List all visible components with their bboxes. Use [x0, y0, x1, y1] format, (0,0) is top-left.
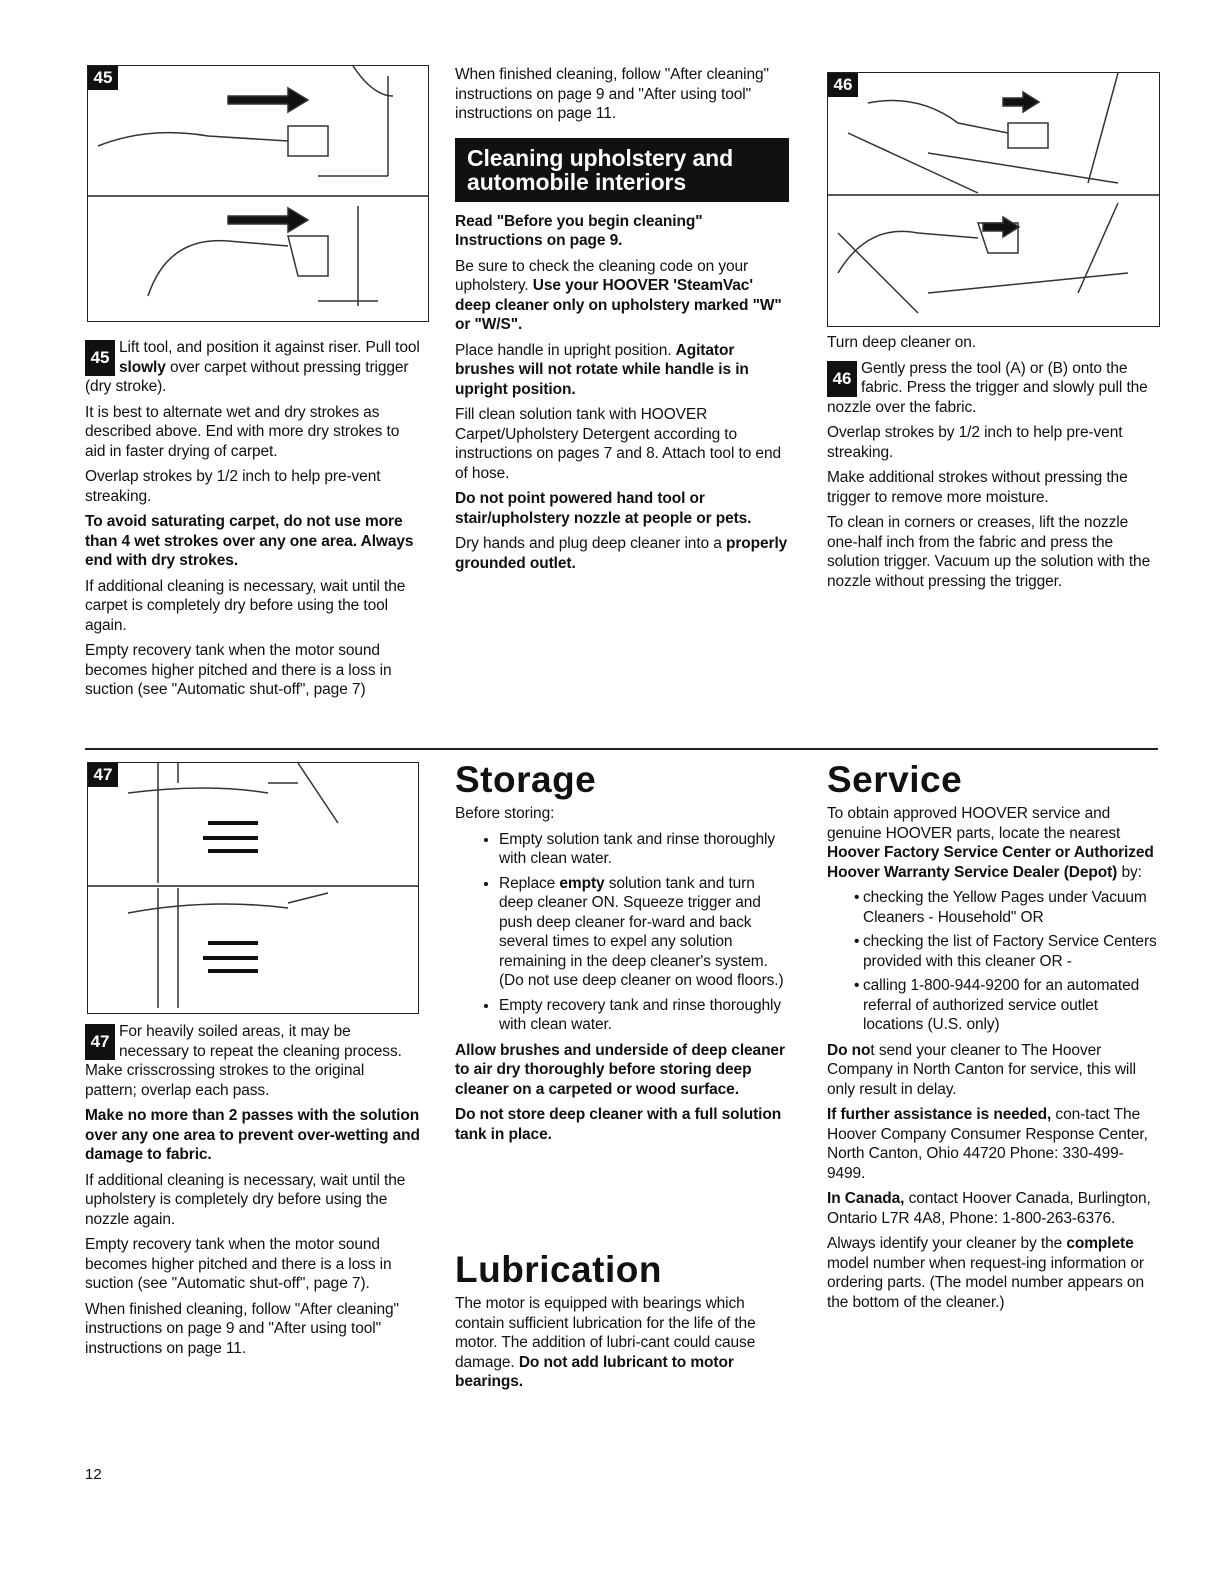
section-divider: [85, 748, 1158, 750]
text-run: contact Hoover Canada, Burlington, Ontario L7R 4A8, Phone: 1-800-263-6376.: [827, 1190, 1151, 1227]
bullet-item: [863, 888, 1162, 927]
step-47-badge: 47: [85, 1024, 115, 1060]
bullet-item: [863, 932, 1162, 971]
bold-text: Read "Before you begin cleaning" Instructions on page 9.: [455, 212, 703, 249]
text-run: checking the list of Factory Service Centers provided with this cleaner OR -: [863, 933, 1157, 970]
paragraph: [85, 1106, 420, 1165]
text-run: Fill clean solution tank with HOOVER Carpet/Upholstery Detergent according to instructions on pages 7 and 8. Attach tool to end of hose.: [455, 406, 781, 482]
text-run: t send your cleaner to The Hoover Company in North Canton for service, this will only result in delay.: [827, 1041, 1136, 1098]
paragraph: [455, 341, 790, 400]
text-run: over carpet without pressing trigger (dry stroke).: [85, 358, 409, 395]
storage-heading: Storage: [455, 759, 597, 800]
storage-intro: Before storing:: [455, 805, 555, 822]
paragraph: [827, 468, 1162, 507]
text-run: checking the Yellow Pages under Vacuum Cleaners - Household" OR: [863, 889, 1147, 926]
text-run: Empty recovery tank and rinse thoroughly with clean water.: [499, 996, 782, 1033]
bullet-item: [863, 976, 1162, 1035]
service-section: [827, 760, 1162, 1318]
bold-text: properly grounded outlet.: [455, 535, 788, 572]
figure-number-badge: 47: [88, 763, 118, 787]
bold-text: Hoover Factory Service Center or Authorized Hoover Warranty Service Dealer (Depot): [827, 844, 1154, 881]
text-run: Empty recovery tank when the motor sound becomes higher pitched and there is a loss in suction (see "Automatic shut-off", page 7).: [85, 1236, 392, 1292]
text-run: Be sure to check the cleaning code on your upholstery.: [455, 257, 749, 294]
paragraph: [455, 212, 790, 251]
step-46-badge: 46: [827, 361, 857, 397]
text-run: solution tank and turn deep cleaner ON. Squeeze trigger and push deep cleaner for-ward and back several times to expel any solution remaining in the deep cleaner's system. (Do not use deep cleaner on wood floors.): [499, 874, 784, 989]
text-run: To clean in corners or creases, lift the nozzle one-half inch from the fabric and press the solution trigger. Vacuum up the solution with the nozzle without pressing the trigger.: [827, 514, 1151, 590]
text-run: Dry hands and plug deep cleaner into a: [455, 535, 726, 552]
figure-46-illustration: [827, 72, 1160, 327]
paragraph: [85, 467, 420, 506]
paragraph: [455, 1294, 790, 1392]
text-run: When finished cleaning, follow "After cleaning" instructions on page 9 and "After using tool" instructions on page 11.: [85, 1300, 399, 1357]
bold-text: Do not store deep cleaner with a full solution tank in place.: [455, 1106, 782, 1143]
text-run: Place handle in upright position.: [455, 341, 676, 359]
text-run: It is best to alternate wet and dry strokes as described above. End with more dry strokes to aid in faster drying of carpet.: [85, 403, 400, 460]
paragraph: [827, 333, 1162, 353]
text-run: Empty solution tank and rinse thoroughly with clean water.: [499, 830, 776, 867]
text-run: The motor is equipped with bearings which contain sufficient lubrication for the life of the motor. The addition of lubri-cant could cause damage.: [455, 1295, 756, 1371]
page-number: 12: [85, 1466, 102, 1483]
upholstery-section: [455, 65, 790, 579]
paragraph: [827, 513, 1162, 591]
text-run: Turn deep cleaner on.: [827, 334, 976, 351]
figure-number-badge: 45: [88, 66, 118, 90]
text-run: Gently press the tool (A) or (B) onto the fabric. Press the trigger and slowly pull the nozzle over the fabric.: [827, 359, 1148, 416]
service-heading: Service: [827, 759, 963, 800]
text-run: Make additional strokes without pressing the trigger to remove more moisture.: [827, 469, 1128, 506]
step-45-badge: 45: [85, 340, 115, 376]
bullet-item: [499, 996, 790, 1035]
bold-text: In Canada,: [827, 1190, 905, 1207]
upholstery-repeat-instructions: [85, 1022, 420, 1364]
paragraph: [455, 1041, 790, 1100]
paragraph: [455, 257, 790, 335]
text-run: If additional cleaning is necessary, wait until the upholstery is completely dry before using the nozzle again.: [85, 1171, 406, 1228]
carpet-tool-instructions: [85, 338, 420, 706]
paragraph: [85, 1022, 420, 1100]
text-run: Overlap strokes by 1/2 inch to help pre-vent streaking.: [827, 424, 1123, 461]
bullet-item: [499, 830, 790, 869]
paragraph: [455, 489, 790, 528]
bold-text: slowly: [119, 358, 166, 376]
paragraph: [85, 1235, 420, 1294]
text-run: Empty recovery tank when the motor sound becomes higher pitched and there is a loss in suction (see "Automatic shut-off", page 7): [85, 642, 392, 698]
paragraph: [827, 1041, 1162, 1100]
lubrication-section: [455, 1250, 790, 1398]
paragraph: [455, 1105, 790, 1144]
text-run: To obtain approved HOOVER service and genuine HOOVER parts, locate the nearest: [827, 805, 1121, 842]
paragraph: [455, 534, 790, 573]
text-run: calling 1-800-944-9200 for an automated referral of authorized service outlet locations (U.S. only): [863, 977, 1140, 1033]
text-run: Lift tool, and position it against riser. Pull tool: [119, 339, 420, 356]
figure-number-badge: 46: [828, 73, 858, 97]
text-run: model number when request-ing information or ordering parts. (The model number appears on the bottom of the cleaner.): [827, 1254, 1144, 1311]
bold-text: Do not point powered hand tool or stair/upholstery nozzle at people or pets.: [455, 490, 752, 527]
paragraph: [827, 1189, 1162, 1228]
bold-text: If further assistance is needed,: [827, 1106, 1052, 1123]
paragraph: [827, 423, 1162, 462]
text-run: For heavily soiled areas, it may be necessary to repeat the cleaning process. Make crisscrossing strokes to the original pattern; overlap each pass.: [85, 1023, 402, 1099]
paragraph: [85, 403, 420, 462]
text-run: If additional cleaning is necessary, wait until the carpet is completely dry before using the tool again.: [85, 577, 406, 634]
paragraph: [85, 641, 420, 700]
text-run: Always identify your cleaner by the: [827, 1235, 1067, 1252]
figure-45-illustration: [87, 65, 429, 322]
bold-text: Make no more than 2 passes with the solution over any one area to prevent over-wetting and damage to fabric.: [85, 1107, 420, 1163]
bullet-item: [499, 874, 790, 991]
bold-text: Do no: [827, 1041, 871, 1059]
text-run: by:: [1117, 863, 1142, 881]
paragraph: [827, 1234, 1162, 1312]
paragraph: [85, 1171, 420, 1230]
bold-text: Use your HOOVER 'SteamVac' deep cleaner only on upholstery marked "W" or "W/S".: [455, 277, 782, 333]
bold-text: complete: [1066, 1235, 1134, 1252]
paragraph: [85, 1300, 420, 1359]
text-run: When finished cleaning, follow "After cleaning" instructions on page 9 and "After using tool" instructions on page 11.: [455, 66, 769, 122]
service-intro: [827, 804, 1162, 882]
figure-47-illustration: [87, 762, 419, 1014]
lubrication-heading: Lubrication: [455, 1249, 662, 1290]
paragraph: [455, 405, 790, 483]
paragraph: [455, 65, 790, 124]
text-run: Replace: [499, 874, 560, 892]
paragraph: [85, 512, 420, 571]
upholstery-steps: [827, 333, 1162, 597]
paragraph: [85, 577, 420, 636]
bold-text: To avoid saturating carpet, do not use more than 4 wet strokes over any one area. Always end with dry strokes.: [85, 513, 414, 569]
bold-text: Do not add lubricant to motor bearings.: [455, 1353, 734, 1390]
text-run: con-tact The Hoover Company Consumer Response Center, North Canton, Ohio 44720 Phone: 330-499-9499.: [827, 1106, 1148, 1182]
paragraph: [85, 338, 420, 397]
bold-text: Allow brushes and underside of deep cleaner to air dry thoroughly before storing deep cleaner on a carpeted or wood surface.: [455, 1041, 785, 1098]
bold-text: empty: [559, 874, 605, 892]
text-run: Overlap strokes by 1/2 inch to help pre-vent streaking.: [85, 468, 381, 505]
section-banner-cleaning-upholstery: Cleaning upholstery and automobile interiors: [455, 138, 789, 202]
bold-text: Agitator brushes will not rotate while handle is in upright position.: [455, 341, 749, 398]
paragraph: [827, 1105, 1162, 1183]
storage-section: [455, 760, 790, 1150]
paragraph: [827, 359, 1162, 418]
